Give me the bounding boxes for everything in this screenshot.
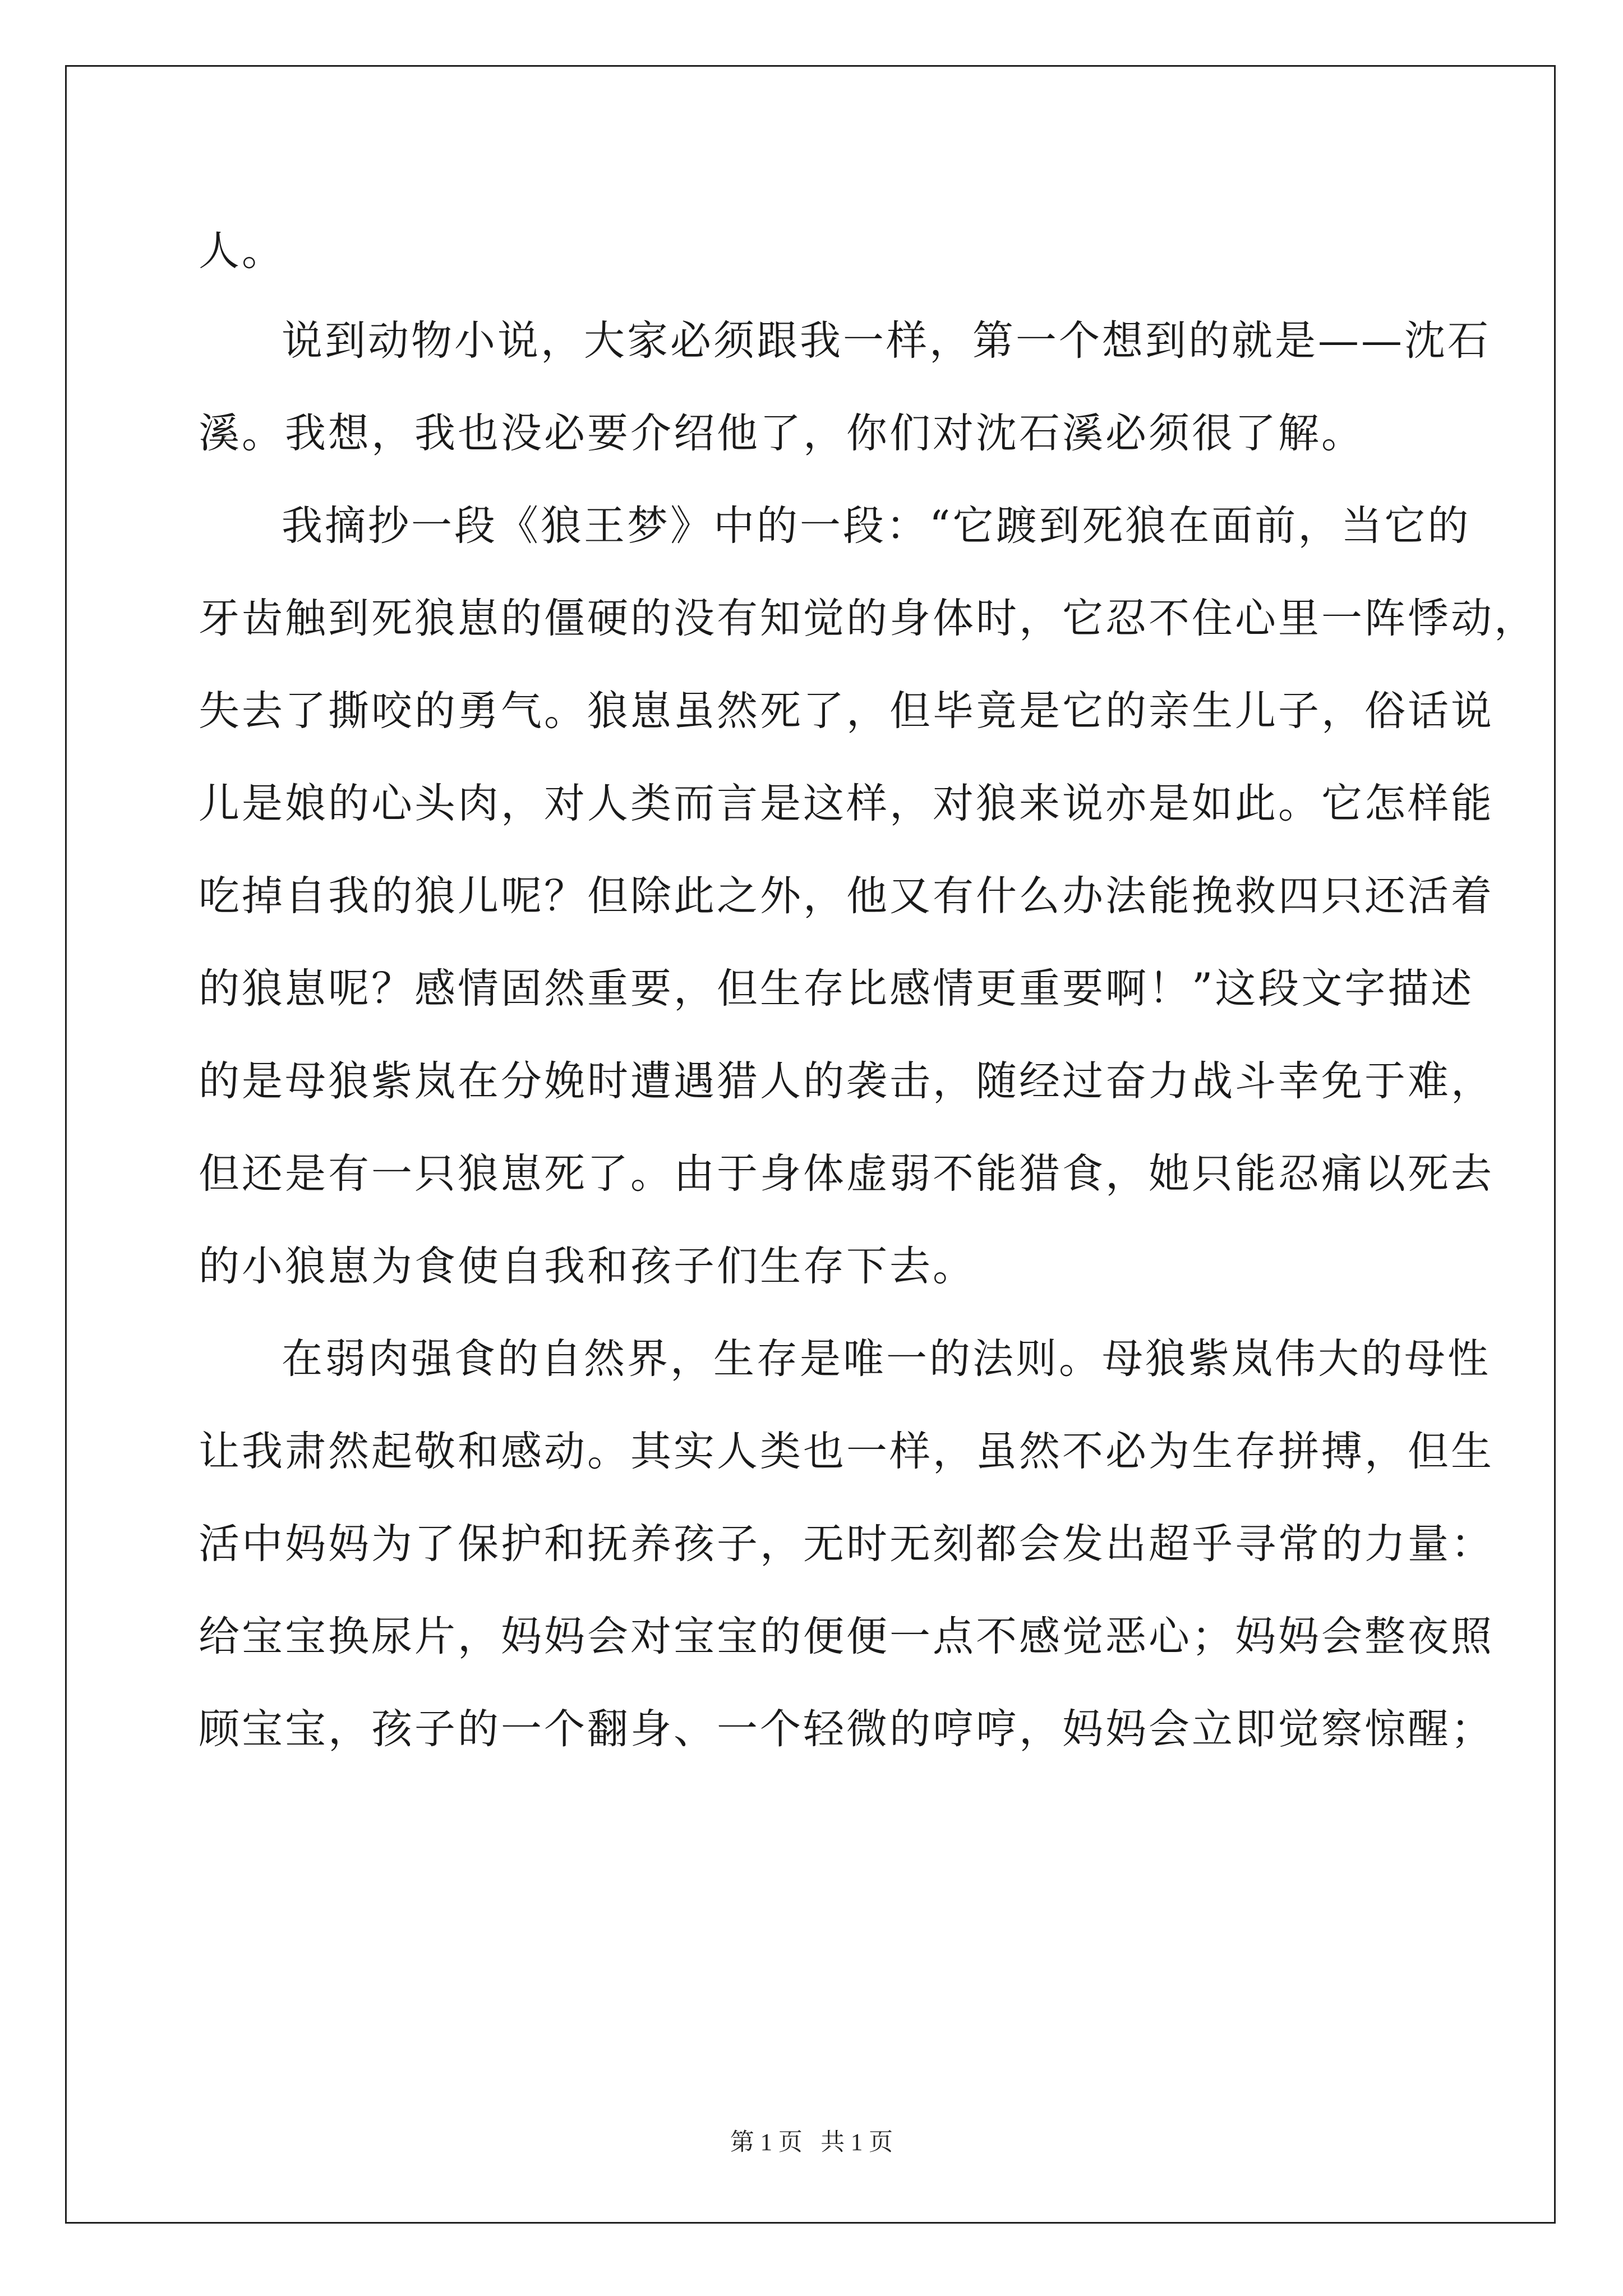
text-line-1: 人。: [199, 227, 285, 275]
paragraph-2-line-6: 的狼崽呢？感情固然重要，但生存比感情更重要啊！”这段文字描述: [199, 965, 1474, 1013]
paragraph-2-line-4: 儿是娘的心头肉，对人类而言是这样，对狼来说亦是如此。它怎样能: [199, 780, 1494, 827]
paragraph-2-line-2: 牙齿触到死狼崽的僵硬的没有知觉的身体时，它忍不住心里一阵悸动，: [199, 595, 1537, 642]
paragraph-3-line-4: 给宝宝换尿片，妈妈会对宝宝的便便一点不感觉恶心；妈妈会整夜照: [199, 1613, 1494, 1660]
page-number-label: 第 1 页 共 1 页: [730, 2129, 893, 2156]
paragraph-2-line-1: 我摘抄一段《狼王梦》中的一段：“它踱到死狼在面前，当它的: [282, 502, 1471, 550]
paragraph-1-line-1: 说到动物小说，大家必须跟我一样，第一个想到的就是——沈石: [282, 317, 1491, 365]
page-border: [65, 65, 1556, 2224]
paragraph-2-line-3: 失去了撕咬的勇气。狼崽虽然死了，但毕竟是它的亲生儿子，俗话说: [199, 687, 1494, 735]
paragraph-3-line-5: 顾宝宝，孩子的一个翻身、一个轻微的哼哼，妈妈会立即觉察惊醒；: [199, 1705, 1494, 1753]
paragraph-2-line-8: 但还是有一只狼崽死了。由于身体虚弱不能猎食，她只能忍痛以死去: [199, 1150, 1494, 1198]
paragraph-2-line-5: 吃掉自我的狼儿呢？但除此之外，他又有什么办法能挽救四只还活着: [199, 872, 1494, 920]
paragraph-3-line-1: 在弱肉强食的自然界，生存是唯一的法则。母狼紫岚伟大的母性: [282, 1335, 1491, 1383]
paragraph-2-line-9: 的小狼崽为食使自我和孩子们生存下去。: [199, 1243, 976, 1290]
paragraph-1-line-2: 溪。我想，我也没必要介绍他了，你们对沈石溪必须很了解。: [199, 409, 1364, 457]
paragraph-2-line-7: 的是母狼紫岚在分娩时遭遇猎人的袭击，随经过奋力战斗幸免于难，: [199, 1057, 1494, 1105]
page-footer: [0, 2131, 1623, 2155]
paragraph-3-line-3: 活中妈妈为了保护和抚养孩子，无时无刻都会发出超乎寻常的力量：: [199, 1520, 1494, 1568]
paragraph-3-line-2: 让我肃然起敬和感动。其实人类也一样，虽然不必为生存拼搏，但生: [199, 1428, 1494, 1475]
